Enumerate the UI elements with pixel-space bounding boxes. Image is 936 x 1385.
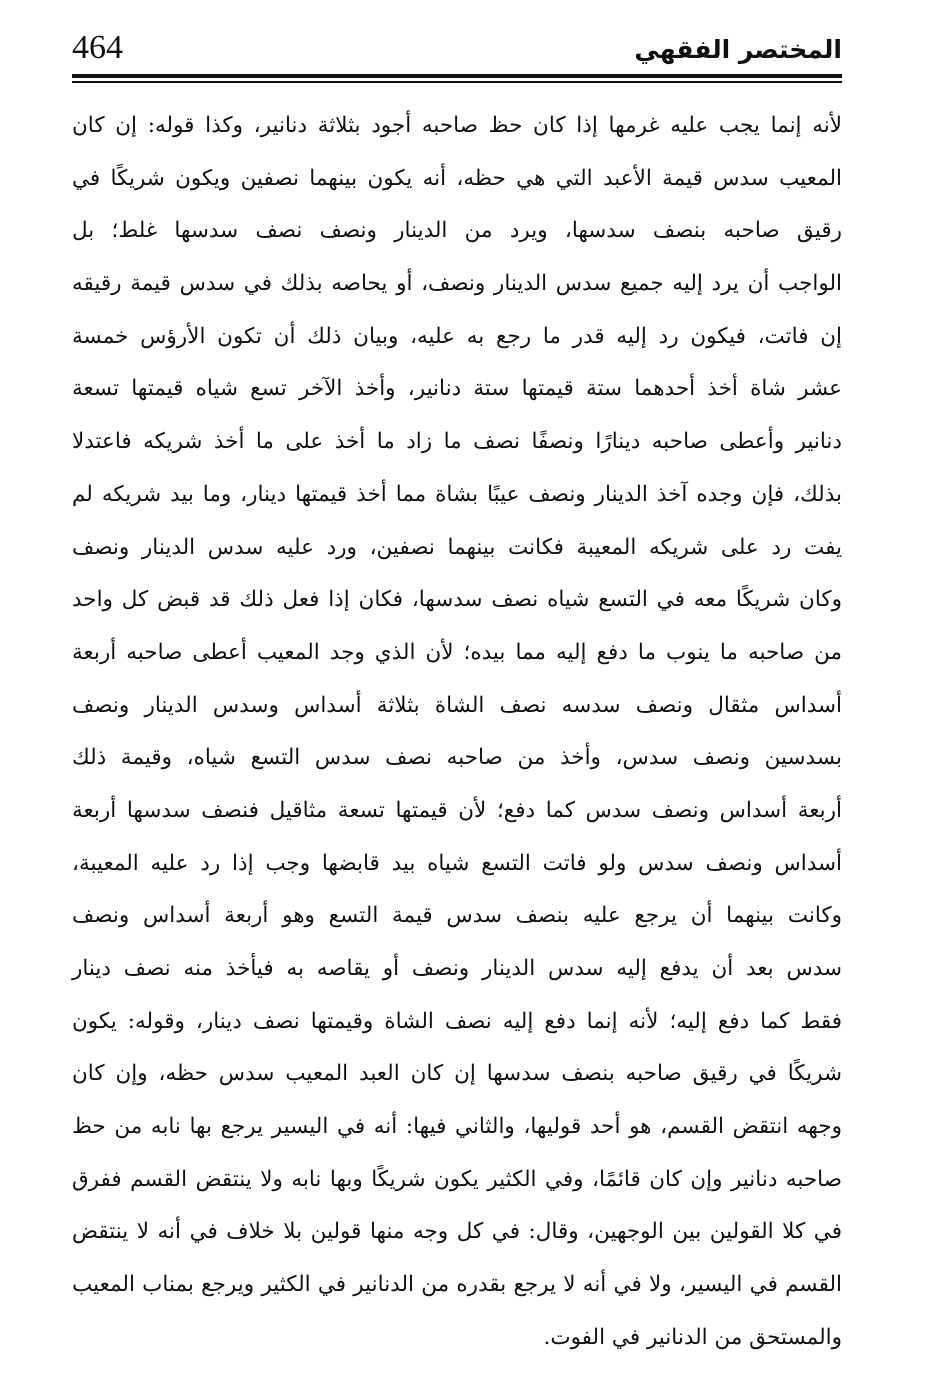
text-line: يفت رد على شريكه المعيبة فكانت بينهما نصفين، ورد عليه سدس الدينار ونصف bbox=[72, 534, 842, 560]
page-header bbox=[72, 26, 842, 74]
text-line: بسدسين ونصف سدس، وأخذ من صاحبه نصف سدس التسع شياه، وقيمة ذلك bbox=[72, 745, 842, 771]
text-line: رقيق صاحبه بنصف سدسها، ويرد من الدينار ونصف نصف سدسها غلط؛ بل bbox=[72, 218, 842, 244]
text-line: من صاحبه ما ينوب ما دفع إليه مما بيده؛ لأن الذي وجد المعيب أعطى صاحبه أربعة bbox=[72, 639, 842, 665]
text-line: الواجب أن يرد إليه جميع سدس الدينار ونصف، أو يحاصه بذلك في سدس قيمة رقيقه bbox=[72, 271, 842, 297]
page-number: 464 bbox=[72, 29, 123, 66]
text-line: صاحبه دنانير وإن كان قائمًا، وفي الكثير يكون شريكًا وبها نابه ولا ينتقض القسم ففرق bbox=[72, 1166, 842, 1192]
text-line: وكانت بينهما أن يرجع عليه بنصف سدس قيمة التسع وهو أربعة أسداس ونصف bbox=[72, 903, 842, 929]
text-line: فقط كما دفع إليه؛ لأنه إنما دفع إليه نصف الشاة وقيمتها نصف دينار، وقوله: يكون bbox=[72, 1008, 842, 1034]
text-line: دنانير وأعطى صاحبه دينارًا ونصفًا نصف ما زاد ما أخذ على ما أخذ شريكه فاعتدلا bbox=[72, 429, 842, 455]
text-line: أسداس مثقال ونصف سدسه نصف الشاة بثلاثة أسداس وسدس الدينار ونصف bbox=[72, 692, 842, 718]
header-rule-thick bbox=[72, 74, 842, 78]
text-line: وكان شريكًا معه في التسع شياه نصف سدسها، فكان إذا فعل ذلك قد قبض كل واحد bbox=[72, 587, 842, 613]
text-line: لأنه إنما يجب عليه غرمها إذا كان حظ صاحبه أجود بثلاثة دنانير، وكذا قوله: إن كان bbox=[72, 113, 842, 138]
text-line: المعيب سدس قيمة الأعبد التي هي حظه، أنه يكون بينهما نصفين ويكون شريكًا في bbox=[72, 165, 842, 191]
text-line: سدس بعد أن يدفع إليه سدس الدينار ونصف أو يقاصه به فيأخذ منه نصف دينار bbox=[72, 956, 842, 981]
text-line: في كلا القولين بين الوجهين، وقال: في كل وجه منها قولين بلا خلاف في أنه لا ينتقض bbox=[72, 1219, 842, 1245]
text-line: أسداس ونصف سدس ولو فاتت التسع شياه بيد قابضها وجب إذا رد عليه المعيبة، bbox=[72, 850, 842, 876]
text-line: أربعة أسداس ونصف سدس كما دفع؛ لأن قيمتها تسعة مثاقيل فنصف سدسها أربعة bbox=[72, 797, 842, 823]
text-line: شريكًا في رقيق صاحبه بنصف سدسها إن كان العبد المعيب سدس حظه، وإن كان bbox=[72, 1061, 842, 1087]
running-title: المختصر الفقهي bbox=[634, 35, 842, 64]
text-line: عشر شاة أخذ أحدهما ستة قيمتها ستة دنانير، وأخذ الآخر تسع شياه قيمتها تسعة bbox=[72, 376, 842, 402]
text-line: القسم في اليسير، ولا في أنه لا يرجع بقدره من الدنانير في الكثير ويرجع بمناب المعيب bbox=[72, 1272, 842, 1298]
body-text bbox=[72, 100, 842, 1350]
text-line: إن فاتت، فيكون رد إليه قدر ما رجع به عليه، وبيان ذلك أن تكون الأرؤس خمسة bbox=[72, 323, 842, 349]
text-line-last: والمستحق من الدنانير في الفوت. bbox=[543, 1324, 842, 1350]
header-rule-thin bbox=[72, 81, 842, 83]
text-line: وجهه انتقض القسم، هو أحد قوليها، والثاني فيها: أنه في اليسير يرجع بها نابه من حظ bbox=[72, 1114, 842, 1140]
text-line: بذلك، فإن وجده آخذ الدينار ونصف عيبًا بشاة مما أخذ قيمتها دينار، وما بيد شريكه لم bbox=[72, 481, 842, 507]
